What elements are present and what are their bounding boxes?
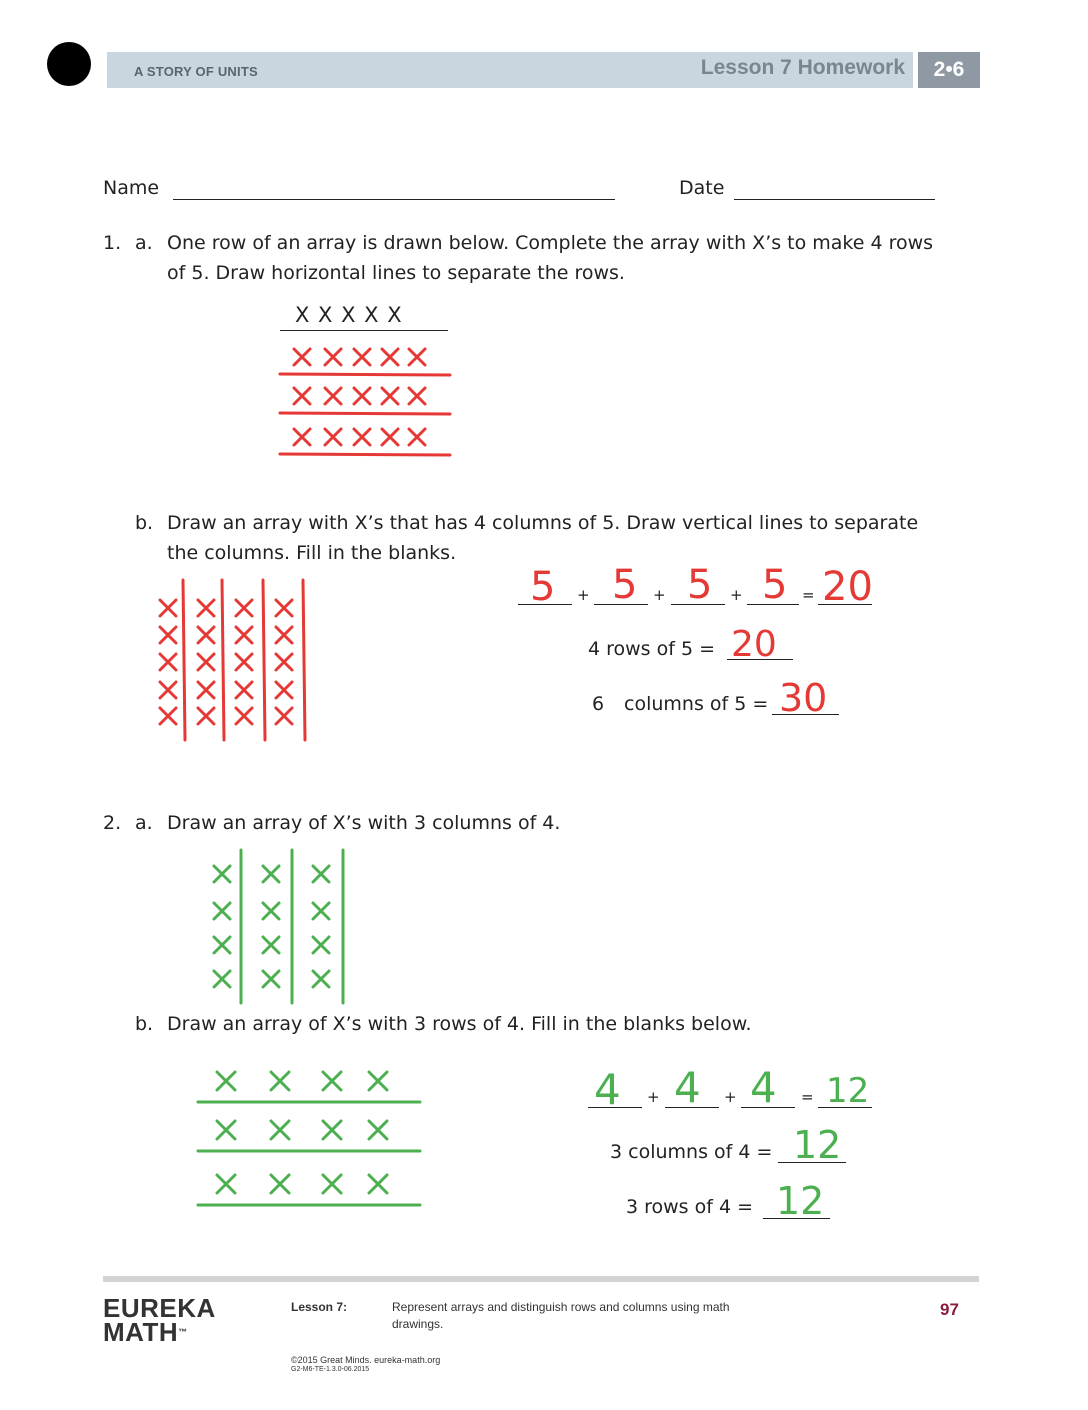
handwritten-x-mark <box>323 1072 341 1090</box>
handwritten-x-mark <box>160 708 176 724</box>
q1b-answer-addend-4: 5 <box>762 562 788 608</box>
q1b-letter: b. <box>135 512 154 534</box>
handwritten-x-mark <box>313 937 329 953</box>
handwritten-x-mark <box>313 971 329 987</box>
logo-line2: MATH <box>103 1317 179 1347</box>
column-separator-line <box>303 580 305 740</box>
q1a-text-line1: One row of an array is drawn below. Complete the array with X’s to make 4 rows <box>167 232 934 254</box>
q1a-text-line2: of 5. Draw horizontal lines to separate the rows. <box>167 262 625 284</box>
handwritten-x-mark <box>198 708 214 724</box>
handwritten-x-mark <box>160 627 176 643</box>
footer-lesson-desc-line1: Represent arrays and distinguish rows and columns using math <box>392 1300 730 1314</box>
q1b-answer-sum: 20 <box>822 564 873 610</box>
equals-sign: = <box>802 586 815 604</box>
footer-bar <box>103 1276 979 1282</box>
plus-sign: + <box>653 586 666 604</box>
eureka-math-logo <box>103 1293 216 1347</box>
handwritten-x-mark <box>294 388 310 404</box>
handwritten-x-mark <box>323 1175 341 1193</box>
handwritten-x-mark <box>263 903 279 919</box>
column-separator-line <box>183 580 185 740</box>
handwritten-x-mark <box>369 1072 387 1090</box>
handwritten-x-mark <box>382 349 398 365</box>
q2b-letter: b. <box>135 1013 154 1035</box>
handwritten-x-mark <box>354 388 370 404</box>
grade-module-badge: 2•6 <box>918 52 980 88</box>
q1b-text-line2: the columns. Fill in the blanks. <box>167 542 457 564</box>
handwritten-x-mark <box>294 429 310 445</box>
q2a-handwritten-array <box>214 850 343 1003</box>
row-separator-line <box>280 413 450 414</box>
handwritten-x-mark <box>217 1175 235 1193</box>
plus-sign: + <box>730 586 743 604</box>
handwritten-x-mark <box>276 627 292 643</box>
handwritten-x-mark <box>313 866 329 882</box>
q1b-handwritten-array <box>160 580 305 740</box>
handwritten-x-mark <box>214 937 230 953</box>
handwritten-x-mark <box>276 600 292 616</box>
q1b-answer-addend-2: 5 <box>612 562 638 608</box>
handwritten-x-mark <box>214 903 230 919</box>
q1b-cols-label: columns of 5 = <box>624 693 769 715</box>
column-separator-line <box>222 580 224 740</box>
row-separator-line <box>280 374 450 375</box>
handwritten-x-mark <box>354 429 370 445</box>
q2b-answer-addend-2: 4 <box>674 1063 701 1112</box>
q1b-answer-rows: 20 <box>731 624 777 665</box>
plus-sign: + <box>724 1088 737 1106</box>
handwritten-x-mark <box>236 600 252 616</box>
handwritten-x-mark <box>382 388 398 404</box>
q2b-rows-label: 3 rows of 4 = <box>626 1196 754 1218</box>
handwritten-x-mark <box>325 349 341 365</box>
handwritten-x-mark <box>198 682 214 698</box>
date-label: Date <box>679 177 725 199</box>
handwritten-x-mark <box>198 600 214 616</box>
handwritten-x-mark <box>325 429 341 445</box>
handwritten-x-mark <box>313 903 329 919</box>
q1b-answer-addend-1: 5 <box>530 564 556 610</box>
lesson-title: Lesson 7 Homework <box>700 56 905 79</box>
handwritten-x-mark <box>369 1175 387 1193</box>
column-separator-line <box>263 580 265 740</box>
q2b-text: Draw an array of X’s with 3 rows of 4. Fill in the blanks below. <box>167 1013 752 1035</box>
handwritten-x-mark <box>198 654 214 670</box>
handwritten-x-mark <box>236 682 252 698</box>
q2b-answer-cols: 12 <box>793 1123 842 1167</box>
q2b-answer-rows: 12 <box>776 1179 825 1223</box>
q1b-cols-prefix: 6 <box>592 693 605 715</box>
q1a-given-row: X X X X X <box>295 303 403 327</box>
handwritten-x-mark <box>325 388 341 404</box>
q2a-text: Draw an array of X’s with 3 columns of 4. <box>167 812 561 834</box>
footer-copyright: ©2015 Great Minds. eureka-math.org <box>291 1355 441 1365</box>
handwritten-x-mark <box>160 682 176 698</box>
q1b-rows-label: 4 rows of 5 = <box>588 638 716 660</box>
footer-lesson-label: Lesson 7: <box>291 1300 348 1314</box>
handwritten-x-mark <box>294 349 310 365</box>
footer-code: G2-M6-TE-1.3.0-06.2015 <box>291 1366 370 1373</box>
q2b-answer-addend-1: 4 <box>594 1065 621 1114</box>
handwritten-x-mark <box>217 1121 235 1139</box>
handwritten-x-mark <box>369 1121 387 1139</box>
handwritten-x-mark <box>409 388 425 404</box>
handwritten-x-mark <box>236 654 252 670</box>
logo-line1: EUREKA <box>103 1293 216 1323</box>
handwritten-x-mark <box>160 654 176 670</box>
handwritten-x-mark <box>276 708 292 724</box>
handwritten-x-mark <box>354 349 370 365</box>
handwritten-x-mark <box>409 429 425 445</box>
row-separator-line <box>280 454 450 455</box>
q2-number: 2. <box>103 812 122 834</box>
handwritten-x-mark <box>271 1175 289 1193</box>
handwritten-x-mark <box>263 971 279 987</box>
q1b-answer-addend-3: 5 <box>687 562 713 608</box>
handwritten-x-mark <box>409 349 425 365</box>
handwritten-x-mark <box>263 866 279 882</box>
q2b-cols-label: 3 columns of 4 = <box>610 1141 773 1163</box>
handwritten-x-mark <box>236 708 252 724</box>
handwritten-x-mark <box>276 654 292 670</box>
q2b-handwritten-array <box>198 1072 420 1205</box>
q1b-answer-cols: 30 <box>779 676 828 720</box>
q2b-answer-addend-3: 4 <box>750 1063 777 1112</box>
handwritten-x-mark <box>214 971 230 987</box>
handwritten-x-mark <box>214 866 230 882</box>
plus-sign: + <box>577 586 590 604</box>
handwritten-x-mark <box>382 429 398 445</box>
name-label: Name <box>103 177 160 199</box>
q2a-letter: a. <box>135 812 153 834</box>
handwritten-x-mark <box>160 600 176 616</box>
q1a-handwritten-array <box>280 349 450 455</box>
handwritten-x-mark <box>236 627 252 643</box>
handwritten-x-mark <box>263 937 279 953</box>
logo-trademark: ™ <box>178 1327 188 1337</box>
handwritten-x-mark <box>271 1121 289 1139</box>
page-number: 97 <box>940 1300 959 1319</box>
handwritten-x-mark <box>217 1072 235 1090</box>
q2b-answer-sum: 12 <box>826 1071 870 1111</box>
q1-number: 1. <box>103 232 122 254</box>
handwritten-x-mark <box>323 1121 341 1139</box>
series-title: A STORY OF UNITS <box>134 64 258 79</box>
footer-lesson-desc-line2: drawings. <box>392 1317 444 1331</box>
equals-sign: = <box>801 1088 814 1106</box>
q1a-letter: a. <box>135 232 153 254</box>
handwritten-x-mark <box>276 682 292 698</box>
handwritten-x-mark <box>198 627 214 643</box>
q1b-text-line1: Draw an array with X’s that has 4 columns of 5. Draw vertical lines to separate <box>167 512 919 534</box>
handwritten-x-mark <box>271 1072 289 1090</box>
plus-sign: + <box>647 1088 660 1106</box>
